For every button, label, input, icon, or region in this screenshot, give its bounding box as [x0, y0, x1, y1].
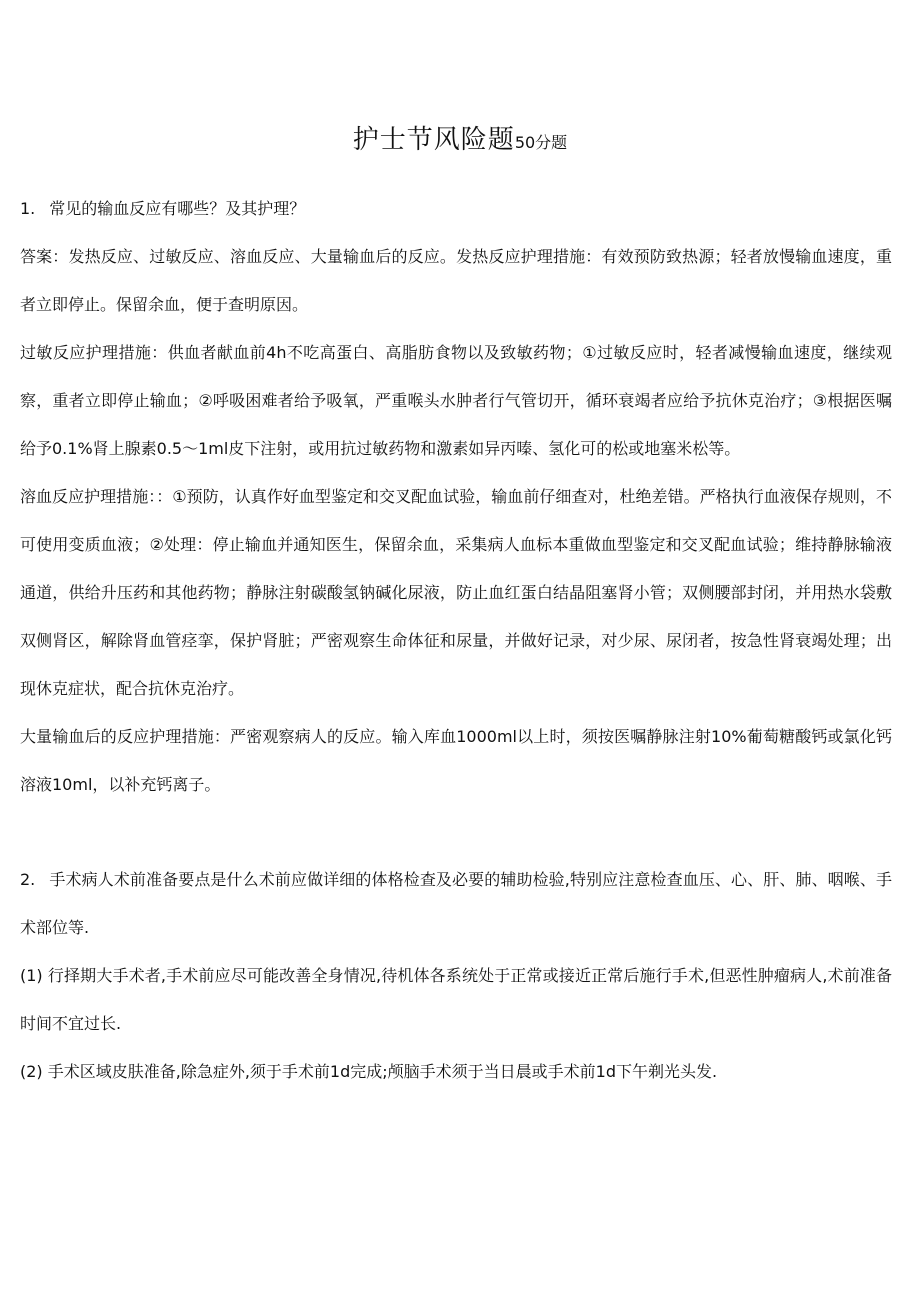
answer-2-item-2: (2) 手术区域皮肤准备,除急症外,须于手术前1d完成;颅脑手术须于当日晨或手术前1d下午剃光头发. [20, 1062, 718, 1081]
question-2 [20, 856, 892, 952]
question-2-text: 手术病人术前准备要点是什么术前应做详细的体格检查及必要的辅助检验,特别应注意检查血压、心、肝、肺、咽喉、手术部位等. [20, 870, 892, 937]
title-main: 护士节风险题 [352, 125, 515, 155]
answer-1-allergic: 过敏反应护理措施：供血者献血前4h不吃高蛋白、高脂肪食物以及致敏药物；①过敏反应时，轻者减慢输血速度，继续观察，重者立即停止输血；②呼吸困难者给予吸氧，严重喉头水肿者行气管切开，循环衰竭者应给予抗休克治疗；③根据医嘱给予0.1%肾上腺素0.5～1ml皮下注射，或用抗过敏药物和激素如异丙嗪、氢化可的松或地塞米松等。 [20, 343, 892, 458]
title-suffix: 50分题 [514, 133, 568, 152]
answer-1-intro: 答案：发热反应、过敏反应、溶血反应、大量输血后的反应。发热反应护理措施：有效预防致热源；轻者放慢输血速度，重者立即停止。保留余血，便于查明原因。 [20, 247, 892, 314]
answer-1-hemolytic: 溶血反应护理措施：：①预防，认真作好血型鉴定和交叉配血试验，输血前仔细查对，杜绝差错。严格执行血液保存规则，不可使用变质血液；②处理：停止输血并通知医生，保留余血，采集病人血标本重做血型鉴定和交叉配血试验；维持静脉输液通道，供给升压药和其他药物；静脉注射碳酸氢钠碱化尿液，防止血红蛋白结晶阻塞肾小管；双侧腰部封闭，并用热水袋敷双侧肾区，解除肾血管痉挛，保护肾脏；严密观察生命体征和尿量，并做好记录，对少尿、尿闭者，按急性肾衰竭处理；出现休克症状，配合抗休克治疗。 [20, 487, 892, 698]
answer-1-massive: 大量输血后的反应护理措施：严密观察病人的反应。输入库血1000ml以上时，须按医嘱静脉注射10%葡萄糖酸钙或氯化钙溶液10ml，以补充钙离子。 [20, 727, 892, 794]
question-1 [20, 185, 892, 233]
document-body [20, 185, 892, 1096]
page-title [0, 122, 920, 161]
answer-2-item-1: (1) 行择期大手术者,手术前应尽可能改善全身情况,待机体各系统处于正常或接近正常后施行手术,但恶性肿瘤病人,术前准备时间不宜过长. [20, 966, 892, 1033]
question-1-text: 常见的输血反应有哪些？及其护理？ [49, 199, 306, 218]
question-2-number: 2. [20, 870, 36, 889]
section-spacer [20, 809, 892, 856]
question-1-number: 1. [20, 199, 36, 218]
